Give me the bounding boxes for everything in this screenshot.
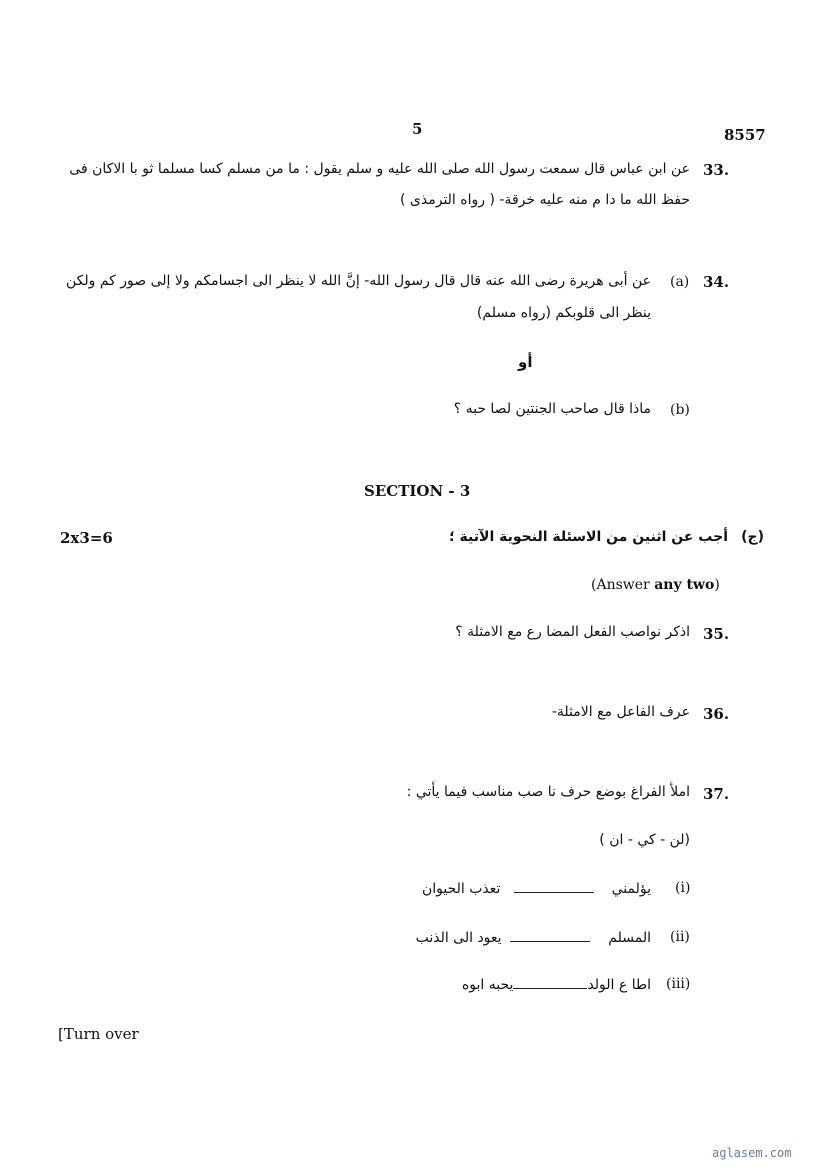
watermark-link[interactable]: aglasem.com bbox=[712, 1146, 792, 1160]
question-35-text: اذكر نواصب الفعل المضا رع مع الامثلة ؟ bbox=[455, 624, 690, 640]
item-iii-sentence: اطا ع الولديحبه ابوه bbox=[461, 977, 651, 993]
question-34-a-line-2: ينظر الى قلوبكم (رواه مسلم) bbox=[476, 305, 651, 321]
question-36-number: 36. bbox=[703, 705, 730, 723]
item-i-label: (i) bbox=[675, 880, 691, 896]
page-number: 5 bbox=[412, 120, 423, 138]
item-ii-label: (ii) bbox=[670, 929, 690, 945]
item-ii-sentence: المسلم يعود الى الذنب bbox=[415, 930, 651, 946]
question-34-b-label: (b) bbox=[670, 402, 690, 418]
question-33-number: 33. bbox=[703, 161, 730, 179]
question-33-line-2: حفظ الله ما دا م منه عليه خرقة- ( رواه الترمذى ) bbox=[400, 192, 690, 208]
section-label-ar: (ج) bbox=[741, 529, 764, 545]
question-35-number: 35. bbox=[703, 625, 730, 643]
item-iii-label: (iii) bbox=[666, 976, 691, 992]
question-33-line-1: عن ابن عباس قال سمعت رسول الله صلى الله عليه و سلم يقول : ما من مسلم كسا مسلما ثو با الاكان فى bbox=[69, 161, 690, 177]
section-title: SECTION - 3 bbox=[364, 482, 471, 500]
question-34-a-line-1: عن أبى هريرة رضى الله عنه قال قال رسول الله- إنَّ الله لا ينظر الى اجسامكم ولا إلى صور كم ولكن bbox=[65, 273, 651, 289]
question-37-options: (لن - كي - ان ) bbox=[599, 832, 690, 848]
answer-instruction: (Answer any two) bbox=[591, 577, 720, 593]
or-label: أو bbox=[518, 353, 533, 371]
question-34-number: 34. bbox=[703, 273, 730, 291]
section-marks: 2x3=6 bbox=[60, 529, 113, 547]
question-37-text: املأ الفراغ بوضع حرف نا صب مناسب فيما يأتي : bbox=[406, 784, 690, 800]
turn-over-note: [Turn over bbox=[58, 1025, 139, 1043]
question-34-a-label: (a) bbox=[670, 274, 690, 290]
paper-code: 8557 bbox=[724, 126, 766, 144]
fill-blank bbox=[514, 880, 594, 893]
question-36-text: عرف الفاعل مع الامثلة- bbox=[551, 704, 690, 720]
fill-blank bbox=[510, 929, 590, 942]
fill-blank bbox=[513, 976, 587, 989]
question-37-number: 37. bbox=[703, 785, 730, 803]
section-instruction: أجب عن اثنين من الاسئلة النحوية الآتية ؛ bbox=[449, 529, 728, 545]
item-i-sentence: يؤلمني تعذب الحيوان bbox=[421, 881, 651, 897]
question-34-b-text: ماذا قال صاحب الجنتين لصا حبه ؟ bbox=[453, 401, 651, 417]
